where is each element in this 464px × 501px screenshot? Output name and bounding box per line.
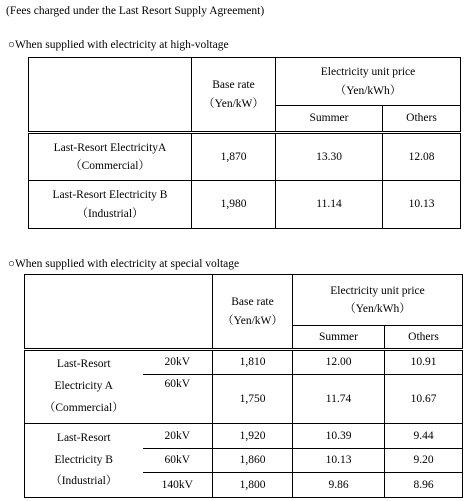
hv-unit-price-unit: （Yen/kWh） bbox=[334, 84, 402, 97]
sv-others-header: Others bbox=[385, 326, 463, 350]
hv-row-b-others: 10.13 bbox=[383, 181, 461, 229]
sv-b-60kv-base: 1,860 bbox=[213, 449, 293, 473]
hv-row-b-line1: Last-Resort Electricity B bbox=[52, 189, 168, 202]
special-voltage-title: ○When supplied with electricity at special voltage bbox=[8, 258, 240, 270]
sv-b-60kv: 60kV bbox=[143, 449, 213, 473]
table-row bbox=[29, 181, 461, 229]
sv-a-60kv-base: 1,750 bbox=[213, 375, 293, 424]
table-row bbox=[29, 133, 461, 181]
sv-a-20kv-summer: 12.00 bbox=[293, 350, 385, 375]
sv-a-60kv-summer: 11.74 bbox=[293, 375, 385, 424]
hv-base-rate-header bbox=[192, 58, 276, 133]
hv-row-b-base: 1,980 bbox=[192, 181, 276, 229]
table-row bbox=[25, 424, 463, 449]
hv-row-b-summer: 11.14 bbox=[276, 181, 383, 229]
special-voltage-table bbox=[24, 274, 463, 498]
sv-a-20kv-others: 10.91 bbox=[385, 350, 463, 375]
sv-a-20kv: 20kV bbox=[143, 350, 213, 375]
sv-b-20kv-base: 1,920 bbox=[213, 424, 293, 449]
hv-row-a-others: 12.08 bbox=[383, 133, 461, 181]
sv-b-20kv-summer: 10.39 bbox=[293, 424, 385, 449]
sv-unit-price-label: Electricity unit price bbox=[330, 284, 425, 297]
hv-header-blank bbox=[29, 58, 192, 133]
table-row bbox=[25, 350, 463, 375]
sv-base-rate-label: Base rate bbox=[231, 296, 274, 309]
hv-row-a-name bbox=[29, 133, 192, 181]
hv-others-header: Others bbox=[383, 106, 461, 133]
hv-unit-price-label: Electricity unit price bbox=[320, 66, 416, 79]
sv-group-b-line3: （Industrial） bbox=[50, 475, 118, 488]
sv-a-20kv-base: 1,810 bbox=[213, 350, 293, 375]
sv-a-60kv-others: 10.67 bbox=[385, 375, 463, 424]
sv-b-60kv-summer: 10.13 bbox=[293, 449, 385, 473]
hv-row-a-line2: （Commercial） bbox=[70, 160, 150, 172]
hv-row-a-summer: 13.30 bbox=[276, 133, 383, 181]
sv-b-140kv: 140kV bbox=[143, 473, 213, 498]
sv-group-b-line2: Electricity B bbox=[54, 453, 113, 466]
sv-base-rate-unit: （Yen/kW） bbox=[222, 314, 283, 327]
sv-a-60kv: 60kV bbox=[143, 375, 213, 399]
sv-header-blank bbox=[25, 275, 213, 350]
sv-group-a-line2: Electricity A bbox=[54, 380, 113, 393]
sv-group-b-name bbox=[25, 424, 143, 498]
sv-base-rate-header bbox=[213, 275, 293, 350]
sv-b-20kv: 20kV bbox=[143, 424, 213, 449]
sv-group-a-name bbox=[25, 350, 143, 424]
sv-group-a-line3: （Commercial） bbox=[43, 401, 124, 414]
hv-row-b-name bbox=[29, 181, 192, 229]
sv-group-a-line1: Last-Resort bbox=[56, 358, 111, 371]
sv-unit-price-header bbox=[293, 275, 463, 326]
hv-row-a-base: 1,870 bbox=[192, 133, 276, 181]
sv-summer-header: Summer bbox=[293, 326, 385, 350]
high-voltage-table bbox=[28, 57, 461, 229]
sv-a-60kv-spacer bbox=[143, 399, 213, 424]
hv-row-b-line2: （Industrial） bbox=[76, 207, 144, 220]
sv-b-20kv-others: 9.44 bbox=[385, 424, 463, 449]
sv-group-b-line1: Last-Resort bbox=[56, 431, 111, 444]
sv-b-140kv-base: 1,800 bbox=[213, 473, 293, 498]
hv-base-rate-unit: （Yen/kW） bbox=[203, 97, 264, 110]
high-voltage-title: ○When supplied with electricity at high-voltage bbox=[8, 39, 229, 51]
hv-row-a-line1: Last-Resort ElectricityA bbox=[53, 141, 167, 154]
sv-unit-price-unit: （Yen/kWh） bbox=[344, 303, 411, 315]
sv-b-140kv-others: 8.96 bbox=[385, 473, 463, 498]
hv-base-rate-label: Base rate bbox=[212, 79, 255, 92]
sv-b-140kv-summer: 9.86 bbox=[293, 473, 385, 498]
hv-summer-header: Summer bbox=[276, 106, 383, 133]
hv-unit-price-header bbox=[276, 58, 461, 106]
sv-b-60kv-others: 9.20 bbox=[385, 449, 463, 473]
document-heading: (Fees charged under the Last Resort Supply Agreement) bbox=[6, 5, 265, 17]
